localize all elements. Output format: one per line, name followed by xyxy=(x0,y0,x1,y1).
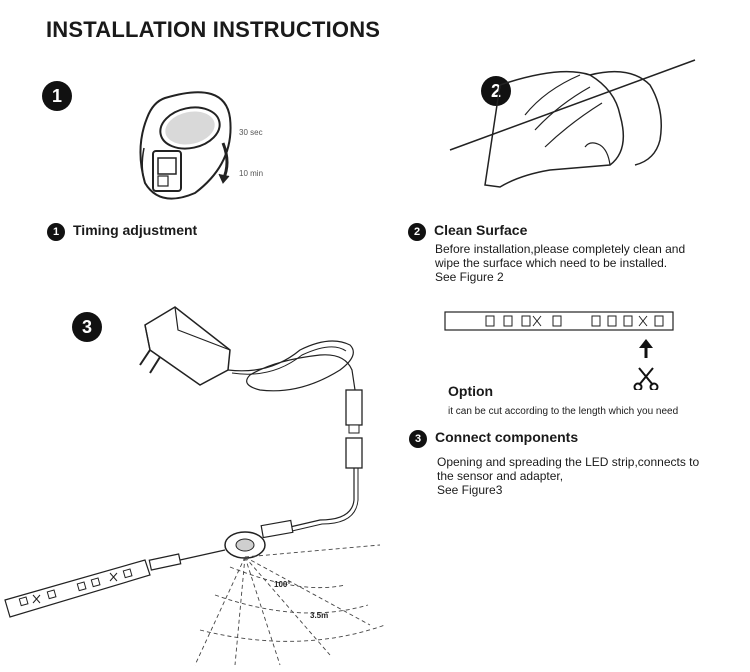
components-illustration xyxy=(0,295,390,672)
scissors-icon xyxy=(635,368,658,390)
step3-badge: 3 xyxy=(72,312,102,342)
clean-surface-illustration xyxy=(440,55,710,195)
step1-heading: Timing adjustment xyxy=(73,222,198,238)
timer-device-illustration xyxy=(135,88,315,208)
step3-description xyxy=(437,455,737,497)
angle-label: 100° xyxy=(274,580,291,589)
step2-heading: Clean Surface xyxy=(434,222,528,238)
step3-heading: Connect components xyxy=(435,429,579,445)
cut-strip-diagram xyxy=(440,310,680,390)
page-title: INSTALLATION INSTRUCTIONS xyxy=(46,17,381,42)
option-text: it can be cut according to the length which you need xyxy=(448,406,679,417)
step3-line-3: See Figure3 xyxy=(437,483,503,497)
step2-badge: 2 xyxy=(481,76,511,106)
arrow-up-icon xyxy=(639,339,653,358)
step3-line-1: Opening and spreading the LED strip,connects to xyxy=(437,455,700,469)
step2-line-1: Before installation,please completely clean and xyxy=(435,242,686,256)
dial-bottom-label: 10 min xyxy=(239,169,264,178)
step1-badge: 1 xyxy=(42,81,72,111)
step2-line-3: See Figure 2 xyxy=(435,270,504,284)
step1-small-badge: 1 xyxy=(47,223,65,241)
dial-top-label: 30 sec xyxy=(239,128,263,137)
distance-label: 3.5m xyxy=(310,611,329,620)
step2-description xyxy=(435,242,735,284)
step3-small-badge: 3 xyxy=(409,430,427,448)
option-heading: Option xyxy=(448,383,494,399)
step3-line-2: the sensor and adapter, xyxy=(437,469,564,483)
step2-small-badge: 2 xyxy=(408,223,426,241)
step2-line-2: wipe the surface which need to be installed. xyxy=(435,256,668,270)
